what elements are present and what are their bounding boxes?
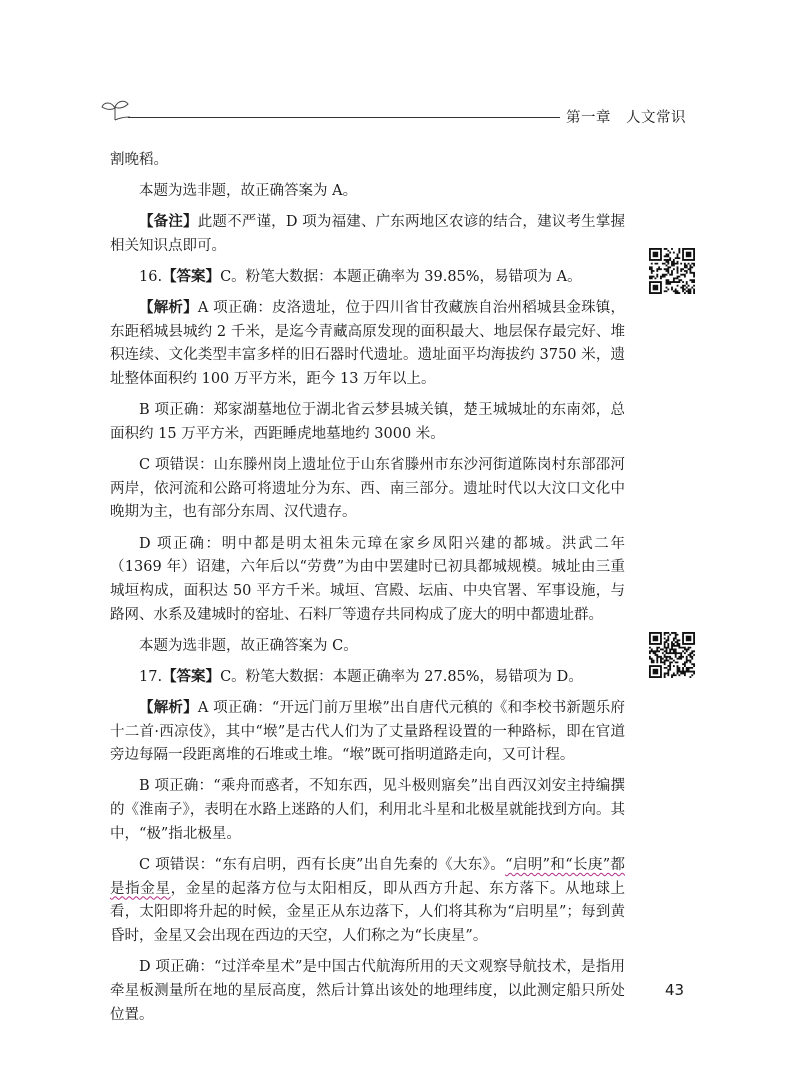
question-number: 17.	[139, 668, 163, 685]
analysis-label: 【解析】	[139, 699, 198, 716]
answer-17: 17.【答案】C。粉笔大数据：本题正确率为 27.85%，易错项为 D。	[139, 668, 583, 685]
answer-label: 【答案】	[162, 668, 221, 685]
paragraph: C 项错误：“东有启明，西有长庚”出自先秦的《大东》。“启明”和“长庚”都是指金星，金星的起落方位与太阳相反，即从西方升起、东方落下。从地球上看，太阳即将升起的时候，金星正从东边落下，人们将其称为“启明星”；每到黄昏时，金星又会出现在西边的天空，人们称之为“长庚星”。	[110, 856, 626, 945]
header-rule	[128, 117, 560, 118]
paragraph: 割晚稻。	[110, 152, 168, 168]
sprout-icon	[100, 98, 130, 122]
chapter-title: 第一章 人文常识	[566, 110, 686, 126]
page-number: 43	[665, 981, 685, 999]
answer-16: 16.【答案】C。粉笔大数据：本题正确率为 39.85%，易错项为 A。	[139, 268, 582, 285]
qr-code-icon[interactable]	[649, 248, 695, 294]
analysis-label: 【解析】	[139, 300, 198, 317]
note-label: 【备注】	[139, 214, 198, 231]
qr-code-icon[interactable]	[649, 632, 695, 678]
answer-label: 【答案】	[162, 268, 221, 285]
paragraph: B 项正确：郑家湖墓地位于湖北省云梦县城关镇，楚王城城址的东南郊，总面积约 15 万平方米，西距睡虎地墓地约 3000 米。	[110, 402, 625, 442]
paragraph: 本题为选非题，故正确答案为 A。	[139, 183, 358, 200]
paragraph: D 项正确：“过洋牵星术”是中国古代航海所用的天文观察导航技术，是指用牵星板测量所在地的星辰高度，然后计算出该处的地理纬度，以此测定船只所处位置。	[110, 959, 625, 1023]
paragraph: B 项正确：“乘舟而惑者，不知东西，见斗极则寤矣”出自西汉刘安主持编撰的《淮南子》，表明在水路上迷路的人们，利用北斗星和北极星就能找到方向。其中，“极”指北极星。	[110, 778, 625, 842]
paragraph: C 项错误：山东滕州岗上遗址位于山东省滕州市东沙河街道陈岗村东部邵河两岸，依河流和公路可将遗址分为东、西、南三部分。遗址时代以大汶口文化中晚期为主，也有部分东周、汉代遗存。	[110, 457, 625, 521]
paragraph-note: 【备注】此题不严谨，D 项为福建、广东两地区农谚的结合，建议考生掌握相关知识点即可。	[110, 214, 626, 254]
analysis-16: 【解析】A 项正确：皮洛遗址，位于四川省甘孜藏族自治州稻城县金珠镇，东距稻城县城约 2 千米，是迄今青藏高原发现的面积最大、地层保存最完好、堆积连续、文化类型丰富多样的旧石器时代遗址。遗址面平均海拔约 3750 米，遗址整体面积约 100 万平方米，距今 13 万年以上。	[110, 300, 626, 388]
analysis-17: 【解析】A 项正确：“开远门前万里堠”出自唐代元稹的《和李校书新题乐府十二首·西凉伎》，其中“堠”是古代人们为了丈量路程设置的一种路标，即在官道旁边每隔一段距离堆的石堆或土堆。“堠”既可指明道路走向，又可计程。	[110, 699, 626, 764]
wavy-underlined-text: “启明”和“长庚”都是指金星	[110, 856, 625, 897]
answer-explanation-body	[110, 149, 625, 1035]
paragraph: D 项正确：明中都是明太祖朱元璋在家乡凤阳兴建的都城。洪武二年（1369 年）诏建，六年后以“劳费”为由中罢建时已初具都城规模。城址由三重城垣构成，面积达 50 平方千米。城垣、宫殿、坛庙、中央官署、军事设施，与路网、水系及建城时的窑址、石料厂等遗存共同构成了庞大的明中都遗址群。	[110, 535, 625, 623]
paragraph: 本题为选非题，故正确答案为 C。	[139, 637, 358, 654]
question-number: 16.	[139, 268, 163, 285]
